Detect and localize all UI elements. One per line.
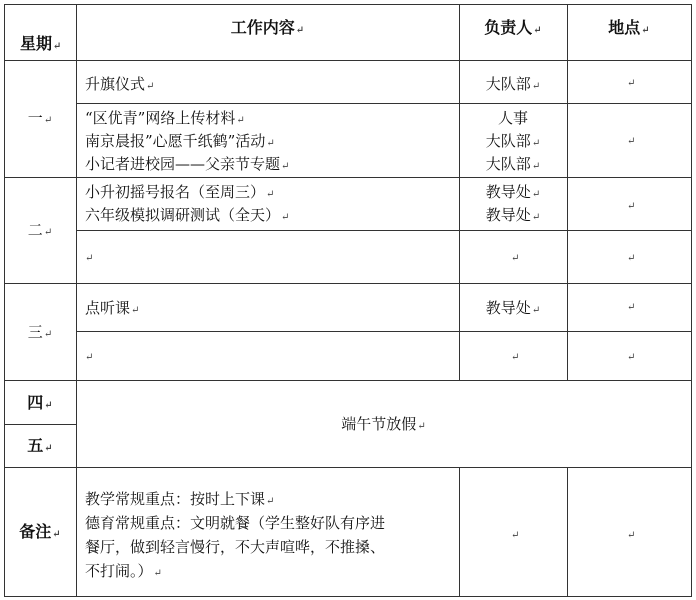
border-bottom	[4, 596, 692, 597]
header-place: 地点↵	[608, 18, 650, 37]
header-owner: 负责人↵	[484, 18, 542, 37]
paragraph-mark-icon: ↵	[641, 25, 650, 36]
fri-notes-divider	[4, 467, 692, 468]
mon-b-line3: 小记者进校园——父亲节专题↵	[85, 155, 290, 173]
header-content: 工作内容↵	[230, 18, 305, 37]
paragraph-mark-icon: ↵	[131, 305, 140, 316]
paragraph-mark-icon: ↵	[531, 189, 541, 200]
day-thursday: 四↵	[27, 393, 53, 412]
col-divider-1	[76, 4, 77, 597]
paragraph-mark-icon: ↵	[281, 212, 290, 223]
paragraph-mark-icon: ↵	[295, 25, 305, 36]
notes-owner-mark: ↵	[511, 530, 520, 541]
notes-line4: 不打闹。）↵	[85, 562, 162, 580]
wed-a-place-mark: ↵	[627, 302, 636, 313]
wed-a-content: 点听课↵	[85, 299, 140, 317]
notes-line1: 教学常规重点：按时上下课↵	[85, 490, 275, 508]
paragraph-mark-icon: ↵	[417, 421, 426, 432]
border-left	[4, 4, 5, 597]
notes-label: 备注↵	[19, 522, 61, 541]
notes-place-mark: ↵	[627, 530, 636, 541]
mon-a-divider	[76, 103, 692, 104]
tue-b-content-mark: ↵	[85, 253, 94, 264]
paragraph-mark-icon: ↵	[52, 529, 61, 540]
wed-b-owner-mark: ↵	[511, 352, 520, 363]
paragraph-mark-icon: ↵	[531, 212, 541, 223]
paragraph-mark-icon: ↵	[531, 138, 541, 149]
paragraph-mark-icon: ↵	[146, 81, 155, 92]
paragraph-mark-icon: ↵	[43, 329, 53, 340]
header-day: 星期↵	[20, 34, 62, 53]
header-divider	[4, 60, 692, 61]
day-tuesday: 二↵	[27, 221, 53, 239]
tue-a-owner2: 教导处↵	[485, 206, 541, 224]
holiday-text: 端午节放假↵	[341, 415, 426, 433]
col-divider-3b	[567, 467, 568, 597]
tue-a-divider	[76, 230, 692, 231]
tue-a-owner1: 教导处↵	[485, 183, 541, 201]
border-right	[691, 4, 692, 597]
day-friday: 五↵	[27, 436, 53, 455]
mon-b-place-mark: ↵	[627, 136, 636, 147]
mon-a-content: 升旗仪式↵	[85, 75, 155, 93]
wed-b-place-mark: ↵	[627, 352, 636, 363]
wed-b-content-mark: ↵	[85, 352, 94, 363]
notes-line3: 餐厅，做到轻言慢行，不大声喧哗，不推搡、	[85, 538, 386, 556]
paragraph-mark-icon: ↵	[53, 41, 62, 52]
paragraph-mark-icon: ↵	[44, 443, 53, 454]
day-monday: 一↵	[27, 109, 53, 127]
mon-b-line2: 南京晨报”心愿千纸鹤”活动↵	[85, 132, 275, 150]
paragraph-mark-icon: ↵	[43, 227, 53, 238]
wed-a-divider	[76, 331, 692, 332]
mon-b-owner2: 大队部↵	[485, 132, 541, 150]
tue-wed-divider	[4, 283, 692, 284]
notes-line2: 德育常规重点：文明就餐（学生整好队有序进	[85, 514, 386, 532]
mon-a-place-mark: ↵	[627, 78, 636, 89]
paragraph-mark-icon: ↵	[266, 496, 275, 507]
mon-b-owner1: 人事	[497, 109, 528, 127]
paragraph-mark-icon: ↵	[281, 161, 290, 172]
paragraph-mark-icon: ↵	[43, 115, 53, 126]
paragraph-mark-icon: ↵	[236, 115, 245, 126]
col-divider-3a	[567, 4, 568, 381]
paragraph-mark-icon: ↵	[531, 161, 541, 172]
border-top	[4, 4, 692, 5]
tue-b-place-mark: ↵	[627, 253, 636, 264]
paragraph-mark-icon: ↵	[533, 25, 542, 36]
paragraph-mark-icon: ↵	[153, 568, 162, 579]
paragraph-mark-icon: ↵	[531, 81, 541, 92]
mon-b-line1: “区优青”网络上传材料↵	[85, 109, 245, 127]
paragraph-mark-icon: ↵	[266, 189, 275, 200]
tue-a-line1: 小升初摇号报名（至周三）↵	[85, 183, 275, 201]
paragraph-mark-icon: ↵	[44, 400, 53, 411]
tue-b-owner-mark: ↵	[511, 253, 520, 264]
mon-a-owner: 大队部↵	[485, 75, 541, 93]
tue-a-place-mark: ↵	[627, 201, 636, 212]
col-divider-2b	[459, 467, 460, 597]
mon-b-owner3: 大队部↵	[485, 155, 541, 173]
thu-fri-divider	[4, 424, 76, 425]
paragraph-mark-icon: ↵	[531, 305, 541, 316]
tue-a-line2: 六年级模拟调研测试（全天）↵	[85, 206, 290, 224]
wed-thu-divider	[4, 380, 692, 381]
wed-a-owner: 教导处↵	[485, 299, 541, 317]
day-wednesday: 三↵	[27, 323, 53, 341]
paragraph-mark-icon: ↵	[266, 138, 275, 149]
